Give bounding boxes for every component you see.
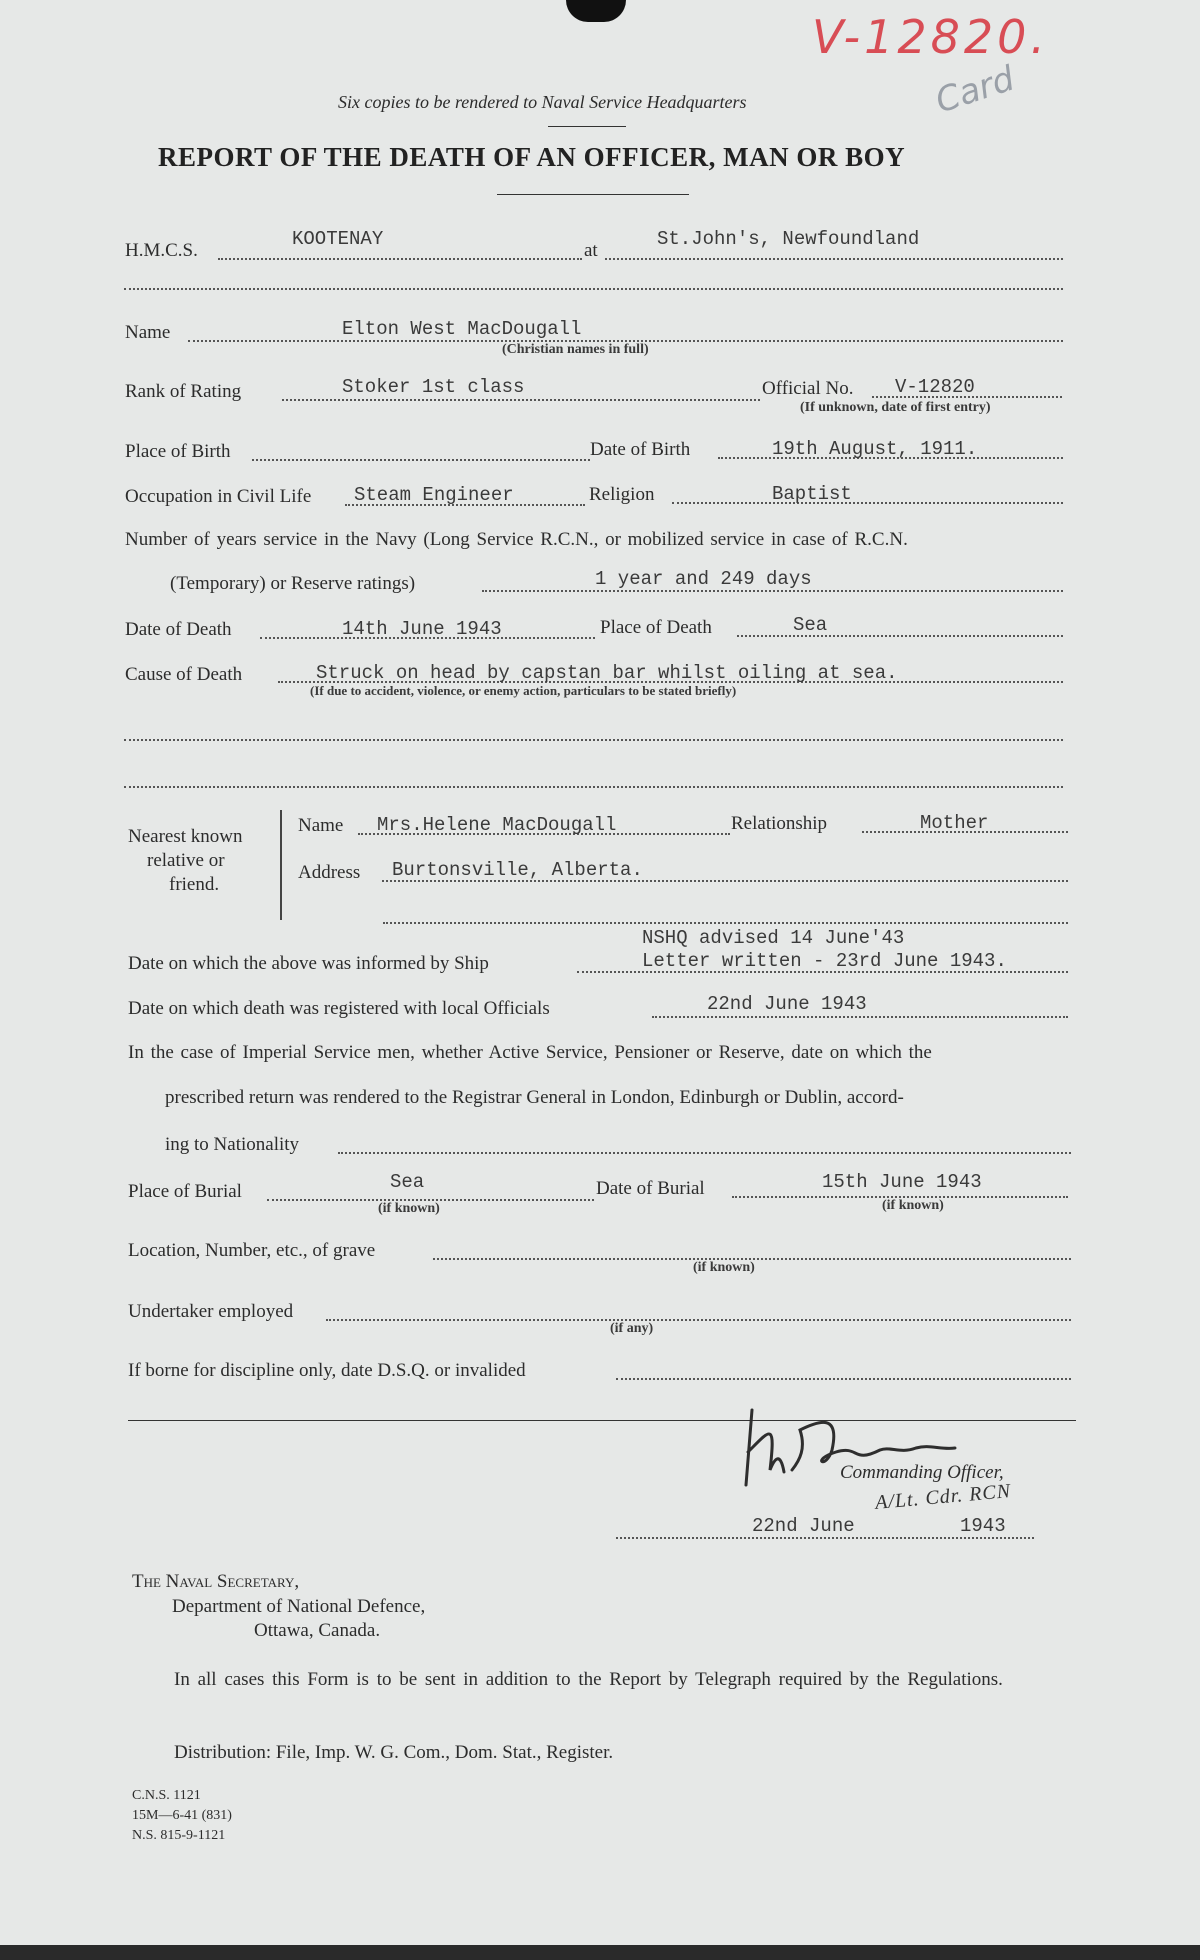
punch-hole <box>566 0 626 22</box>
cause-of-death: Struck on head by capstan bar whilst oiling at sea. <box>316 662 898 684</box>
service-length: 1 year and 249 days <box>595 568 812 590</box>
relative-brace <box>280 810 290 920</box>
cause-of-death-label: Cause of Death <box>125 664 243 685</box>
religion: Baptist <box>772 483 852 505</box>
signature-date-year: 1943 <box>960 1515 1006 1537</box>
relationship-label: Relationship <box>731 813 828 834</box>
distribution-note: Distribution: File, Imp. W. G. Com., Dom. Stat., Register. <box>174 1742 614 1763</box>
informed-label: Date on which the above was informed by Ship <box>128 953 489 974</box>
registered-label: Date on which death was registered with local Officials <box>128 998 550 1019</box>
place-of-death-label: Place of Death <box>600 617 712 638</box>
undertaker-hint: (if any) <box>610 1321 654 1336</box>
date-of-birth: 19th August, 1911. <box>772 438 978 460</box>
header-rule <box>548 126 626 127</box>
occupation-label: Occupation in Civil Life <box>125 486 312 507</box>
date-of-birth-label: Date of Birth <box>590 439 691 460</box>
informed-line2: Letter written - 23rd June 1943. <box>642 950 1007 972</box>
ship-label: H.M.C.S. <box>125 240 198 261</box>
rank-value: Stoker 1st class <box>342 376 525 398</box>
relationship: Mother <box>920 812 989 834</box>
date-of-death-label: Date of Death <box>125 619 232 640</box>
burial-place-label: Place of Burial <box>128 1181 242 1202</box>
undertaker-label: Undertaker employed <box>128 1301 294 1322</box>
cause-hint: (If due to accident, violence, or enemy action, particulars to be stated briefly) <box>310 683 737 698</box>
commanding-officer-title: Commanding Officer, <box>840 1462 1004 1483</box>
relative-name-label: Name <box>298 815 344 836</box>
person-name: Elton West MacDougall <box>342 318 582 340</box>
official-no: V-12820 <box>895 376 975 398</box>
copies-note: Six copies to be rendered to Naval Service Headquarters <box>338 92 747 112</box>
rank-label: Rank of Rating <box>125 381 242 402</box>
address-line2: Department of National Defence, <box>172 1596 426 1617</box>
signature-annotation: A/Lt. Cdr. RCN <box>874 1480 1012 1514</box>
address-line1: The Naval Secretary, <box>132 1571 300 1592</box>
discipline-label: If borne for discipline only, date D.S.Q. or invalided <box>128 1360 526 1381</box>
religion-label: Religion <box>589 484 655 505</box>
footer-note: In all cases this Form is to be sent in addition to the Report by Telegraph required by the Regulations. <box>174 1669 1003 1690</box>
registered-date: 22nd June 1943 <box>707 993 867 1015</box>
grave-hint: (if known) <box>693 1260 755 1275</box>
pencil-note: Card <box>930 58 1020 122</box>
imperial-line3: ing to Nationality <box>165 1134 300 1155</box>
imperial-line2: prescribed return was rendered to the Registrar General in London, Edinburgh or Dublin, accord- <box>165 1087 904 1108</box>
occupation: Steam Engineer <box>354 484 514 506</box>
imperial-line1: In the case of Imperial Service men, whether Active Service, Pensioner or Reserve, date on which the <box>128 1042 932 1063</box>
grave-label: Location, Number, etc., of grave <box>128 1240 376 1261</box>
relative-address-label: Address <box>298 862 361 883</box>
official-no-label: Official No. <box>762 378 854 399</box>
relative-group-label-2: relative or <box>147 850 225 871</box>
official-no-hint: (If unknown, date of first entry) <box>800 400 991 415</box>
informed-line1: NSHQ advised 14 June'43 <box>642 927 905 949</box>
burial-date: 15th June 1943 <box>822 1171 982 1193</box>
relative-group-label-3: friend. <box>169 874 220 895</box>
address-line3: Ottawa, Canada. <box>254 1620 381 1641</box>
ship-location: St.John's, Newfoundland <box>657 228 920 250</box>
place-of-birth-label: Place of Birth <box>125 441 231 462</box>
form-code-2: 15M—6-41 (831) <box>132 1808 232 1823</box>
burial-date-hint: (if known) <box>882 1198 944 1213</box>
relative-name: Mrs.Helene MacDougall <box>377 814 617 836</box>
burial-date-label: Date of Burial <box>596 1178 705 1199</box>
name-label: Name <box>125 322 171 343</box>
form-code-1: C.N.S. 1121 <box>132 1788 201 1803</box>
name-hint: (Christian names in full) <box>502 342 649 357</box>
signature-date-day: 22nd June <box>752 1515 855 1537</box>
burial-place-hint: (if known) <box>378 1201 440 1216</box>
burial-place: Sea <box>390 1171 425 1193</box>
service-label-line2: (Temporary) or Reserve ratings) <box>170 573 416 594</box>
ship-name: KOOTENAY <box>292 228 384 250</box>
title-rule <box>497 194 689 195</box>
ship-at-label: at <box>584 240 598 261</box>
date-of-death: 14th June 1943 <box>342 618 502 640</box>
file-number: V-12820. <box>812 10 1050 64</box>
form-title: REPORT OF THE DEATH OF AN OFFICER, MAN OR BOY <box>158 142 906 172</box>
place-of-death: Sea <box>793 614 828 636</box>
relative-group-label-1: Nearest known <box>128 826 243 847</box>
relative-address: Burtonsville, Alberta. <box>392 859 643 881</box>
service-label-line1: Number of years service in the Navy (Long Service R.C.N., or mobilized service in case of R.C.N. <box>125 529 908 550</box>
form-code-3: N.S. 815-9-1121 <box>132 1828 226 1843</box>
